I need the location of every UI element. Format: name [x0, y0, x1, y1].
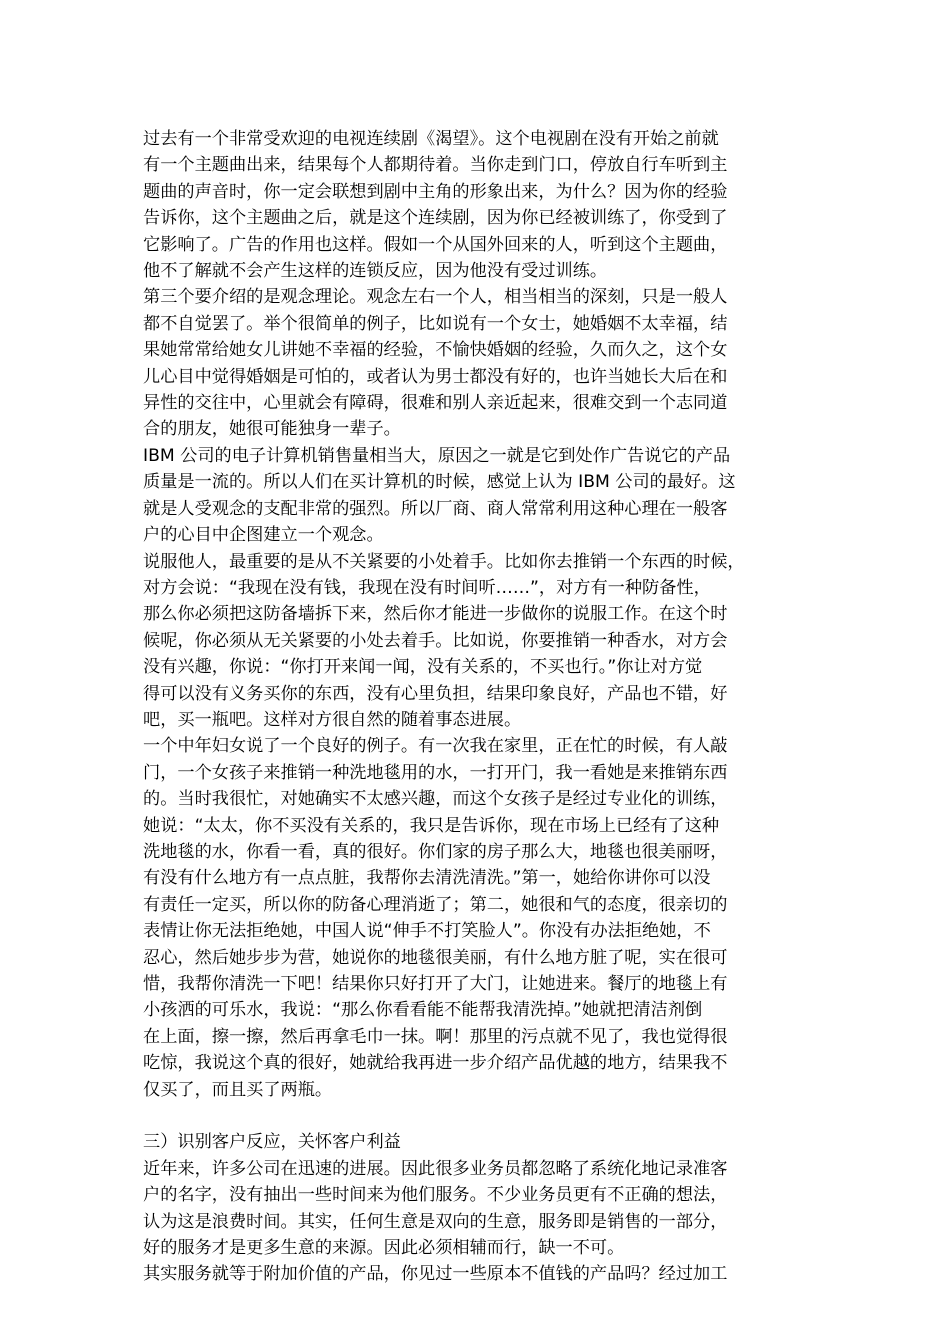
text-line: 她说：“太太，你不买没有关系的，我只是告诉你，现在市场上已经有了这种 [143, 815, 720, 836]
text-line: 有一个主题曲出来，结果每个人都期待着。当你走到门口，停放自行车听到主 [143, 155, 728, 176]
section-paragraph-1 [143, 1156, 815, 1262]
text-line: 他不了解就不会产生这样的连锁反应，因为他没有受过训练。 [143, 261, 608, 282]
text-line: 题曲的声音时，你一定会联想到剧中主角的形象出来，为什么？因为你的经验 [143, 181, 728, 202]
text-line: 它影响了。广告的作用也这样。假如一个从国外回来的人，听到这个主题曲， [143, 234, 728, 255]
paragraph-5 [143, 733, 815, 1103]
blank-line [143, 1103, 815, 1129]
text-line: IBM 公司的电子计算机销售量相当大，原因之一就是它到处作广告说它的产品 [143, 445, 731, 466]
paragraph-4 [143, 549, 815, 734]
text-line: 儿心目中觉得婚姻是可怕的，或者认为男士都没有好的，也许当她长大后在和 [143, 366, 728, 387]
text-line: 那么你必须把这防备墙拆下来，然后你才能进一步做你的说服工作。在这个时 [143, 604, 728, 625]
text-line: 就是人受观念的支配非常的强烈。所以厂商、商人常常利用这种心理在一般客 [143, 498, 728, 519]
text-line: 没有兴趣，你说：“你打开来闻一闻，没有关系的，不买也行。”你让对方觉 [143, 657, 703, 678]
text-line: 告诉你，这个主题曲之后，就是这个连续剧，因为你已经被训练了，你受到了 [143, 208, 728, 229]
text-line: 仅买了，而且买了两瓶。 [143, 1079, 333, 1100]
text-line: 得可以没有义务买你的东西，没有心里负担，结果印象良好，产品也不错，好 [143, 683, 728, 704]
text-line: 过去有一个非常受欢迎的电视连续剧《渴望》。这个电视剧在没有开始之前就 [143, 129, 719, 149]
text-line: 在上面，擦一擦，然后再拿毛巾一抹。啊！那里的污点就不见了，我也觉得很 [143, 1026, 728, 1047]
text-line: 表情让你无法拒绝她，中国人说“伸手不打笑脸人”。你没有办法拒绝她，不 [143, 921, 711, 942]
text-line: 说服他人，最重要的是从不关紧要的小处着手。比如你去推销一个东西的时候， [143, 551, 745, 572]
paragraph-2 [143, 284, 815, 442]
text-line: 户的心目中企图建立一个观念。 [143, 525, 384, 546]
text-line: 第三个要介绍的是观念理论。观念左右一个人，相当相当的深刻，只是一般人 [143, 287, 728, 308]
text-line: 忍心，然后她步步为营，她说你的地毯很美丽，有什么地方脏了呢，实在很可 [143, 947, 728, 968]
text-line: 好的服务才是更多生意的来源。因此必须相辅而行，缺一不可。 [143, 1238, 625, 1259]
text-line: 认为这是浪费时间。其实，任何生意是双向的生意，服务即是销售的一部分， [143, 1211, 728, 1232]
text-line: 有没有什么地方有一点点脏，我帮你去清洗清洗。”第一，她给你讲你可以没 [143, 868, 711, 889]
text-line: 都不自觉罢了。举个很简单的例子，比如说有一个女士，她婚姻不太幸福，结 [143, 313, 728, 334]
text-line: 果她常常给她女儿讲她不幸福的经验，不愉快婚姻的经验，久而久之，这个女 [143, 340, 728, 361]
text-line: 合的朋友，她很可能独身一辈子。 [143, 419, 401, 440]
section-heading: 三）识别客户反应，关怀客户利益 [143, 1132, 401, 1153]
text-line: 其实服务就等于附加价值的产品，你见过一些原本不值钱的产品吗？经过加工 [143, 1264, 728, 1285]
paragraph-1 [143, 126, 815, 284]
text-line: 吃惊，我说这个真的很好，她就给我再进一步介绍产品优越的地方，结果我不 [143, 1053, 728, 1074]
text-line: 一个中年妇女说了一个良好的例子。有一次我在家里，正在忙的时候，有人敲 [143, 736, 728, 757]
text-line: 吧，买一瓶吧。这样对方很自然的随着事态进展。 [143, 709, 522, 730]
text-line: 质量是一流的。所以人们在买计算机的时候，感觉上认为 IBM 公司的最好。这 [143, 472, 736, 493]
text-line: 洗地毯的水，你看一看，真的很好。你们家的房子那么大，地毯也很美丽呀， [143, 841, 728, 862]
text-line: 候呢，你必须从无关紧要的小处去着手。比如说，你要推销一种香水，对方会 [143, 630, 728, 651]
text-line: 近年来，许多公司在迅速的进展。因此很多业务员都忽略了系统化地记录准客 [143, 1158, 728, 1179]
paragraph-3 [143, 443, 815, 549]
text-line: 门，一个女孩子来推销一种洗地毯用的水，一打开门，我一看她是来推销东西 [143, 762, 728, 783]
text-line: 惜，我帮你清洗一下吧！结果你只好打开了大门，让她进来。餐厅的地毯上有 [143, 974, 728, 994]
text-line: 异性的交往中，心里就会有障碍，很难和别人亲近起来，很难交到一个志同道 [143, 393, 728, 414]
text-line: 户的名字，没有抽出一些时间来为他们服务。不少业务员更有不正确的想法， [143, 1185, 728, 1206]
text-line: 有责任一定买，所以你的防备心理消逝了；第二，她很和气的态度，很亲切的 [143, 894, 728, 915]
document-page [143, 126, 815, 1288]
text-line: 小孩洒的可乐水，我说：“那么你看看能不能帮我清洗掉。”她就把清洁剂倒 [143, 1000, 703, 1021]
text-line: 的。当时我很忙，对她确实不太感兴趣，而这个女孩子是经过专业化的训练， [143, 789, 728, 810]
text-line: 对方会说：“我现在没有钱，我现在没有时间听……”，对方有一种防备性， [143, 577, 711, 598]
section-paragraph-2 [143, 1261, 815, 1287]
